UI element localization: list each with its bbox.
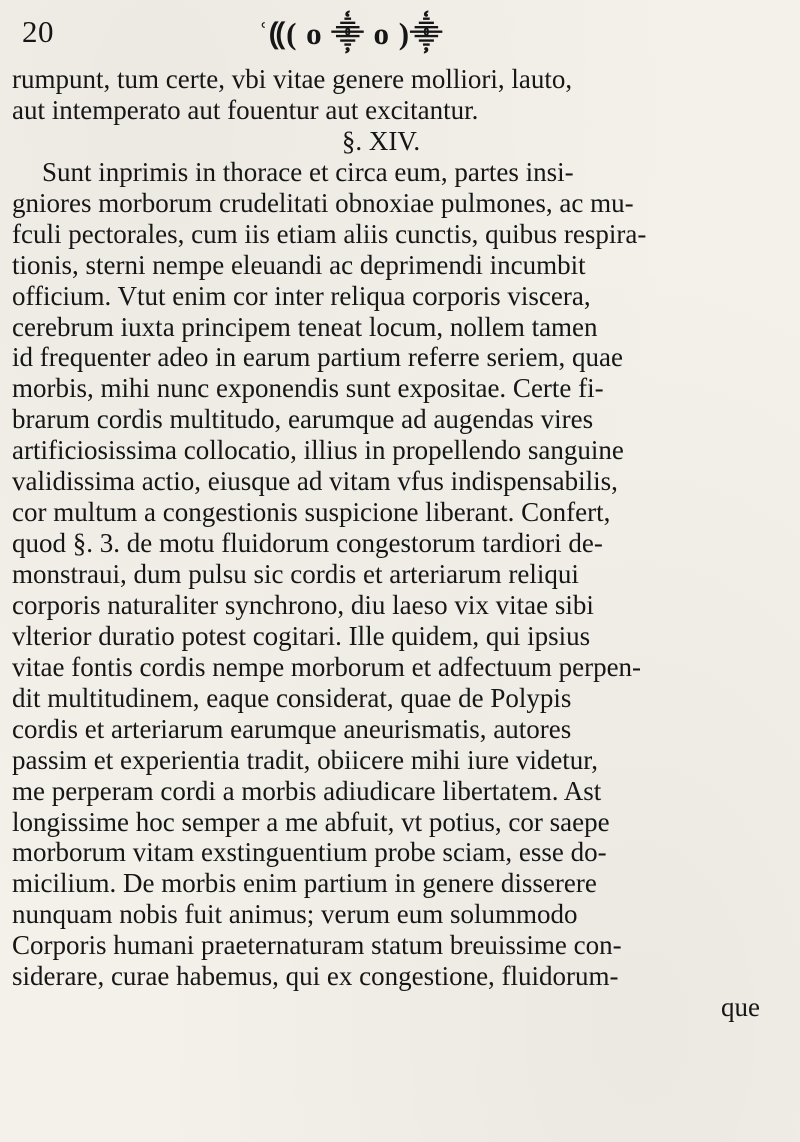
- text-line: validissima actio, eiusque ad vitam vfus indispensabilis,: [12, 466, 618, 497]
- text-line: vitae fontis cordis nempe morborum et adfectuum perpen-: [12, 651, 642, 682]
- text-line: corporis naturaliter synchrono, diu laeso vix vitae sibi: [12, 589, 594, 620]
- text-line: vlterior duratio potest cogitari. Ille quidem, qui ipsius: [12, 620, 591, 651]
- text-line: me perperam cordi a morbis adiudicare libertatem. Ast: [12, 775, 602, 806]
- text-line: id frequenter adeo in earum partium referre seriem, quae: [12, 342, 623, 373]
- page-header: [22, 10, 782, 56]
- text-line: Sunt inprimis in thorace et circa eum, partes insi-: [42, 156, 574, 187]
- text-line: officium. Vtut enim cor inter reliqua corporis viscera,: [12, 280, 591, 311]
- text-line: artificiosissima collocatio, illius in propellendo sanguine: [12, 435, 624, 466]
- text-line: Corporis humani praeternaturam statum breuissime con-: [12, 930, 622, 961]
- text-line: morborum vitam exstinguentium probe sciam, esse do-: [12, 837, 607, 868]
- text-line: gniores morborum crudelitati obnoxiae pulmones, ac mu-: [12, 187, 634, 218]
- text-line: quod §. 3. de motu fluidorum congestorum tardiori de-: [12, 528, 603, 559]
- text-line: brarum cordis multitudo, earumque ad augendas vires: [12, 404, 594, 435]
- text-line: siderare, curae habemus, qui ex congestione, fluidorum-: [12, 961, 619, 992]
- text-line: tionis, sterni nempe eleuandi ac deprimendi incumbit: [12, 249, 586, 280]
- text-line: micilium. De morbis enim partium in genere disserere: [12, 868, 597, 899]
- text-line: passim et experientia tradit, obiicere mihi iure videtur,: [12, 744, 598, 775]
- page-number: 20: [22, 14, 54, 49]
- text-line: cordis et arteriarum earumque aneurismatis, autores: [12, 713, 572, 744]
- text-line: monstraui, dum pulsu sic cordis et arteriarum reliqui: [12, 559, 579, 589]
- text-line: nunquam nobis fuit animus; verum eum solummodo: [12, 899, 578, 930]
- body-text: [12, 64, 790, 1023]
- text-line: aut intemperato aut fouentur aut excitantur.: [12, 94, 479, 125]
- catchword: que: [721, 992, 760, 1023]
- text-line: longissime hoc semper a me abfuit, vt potius, cor saepe: [12, 806, 610, 837]
- text-line: cor multum a congestionis suspicione liberant. Confert,: [12, 497, 611, 528]
- text-line: rumpunt, tum certe, vbi vitae genere molliori, lauto,: [12, 64, 573, 94]
- text-line: morbis, mihi nunc exponendis sunt expositae. Certe fi-: [12, 373, 604, 404]
- text-line: dit multitudinem, eaque considerat, quae de Polypis: [12, 682, 572, 713]
- header-ornament: ʿ⸨( o ⸎ o )⸎: [258, 16, 444, 51]
- text-line: cerebrum iuxta principem teneat locum, nollem tamen: [12, 311, 598, 342]
- section-heading: §. XIV.: [341, 125, 421, 156]
- text-line: fculi pectorales, cum iis etiam aliis cunctis, quibus respira-: [12, 218, 647, 249]
